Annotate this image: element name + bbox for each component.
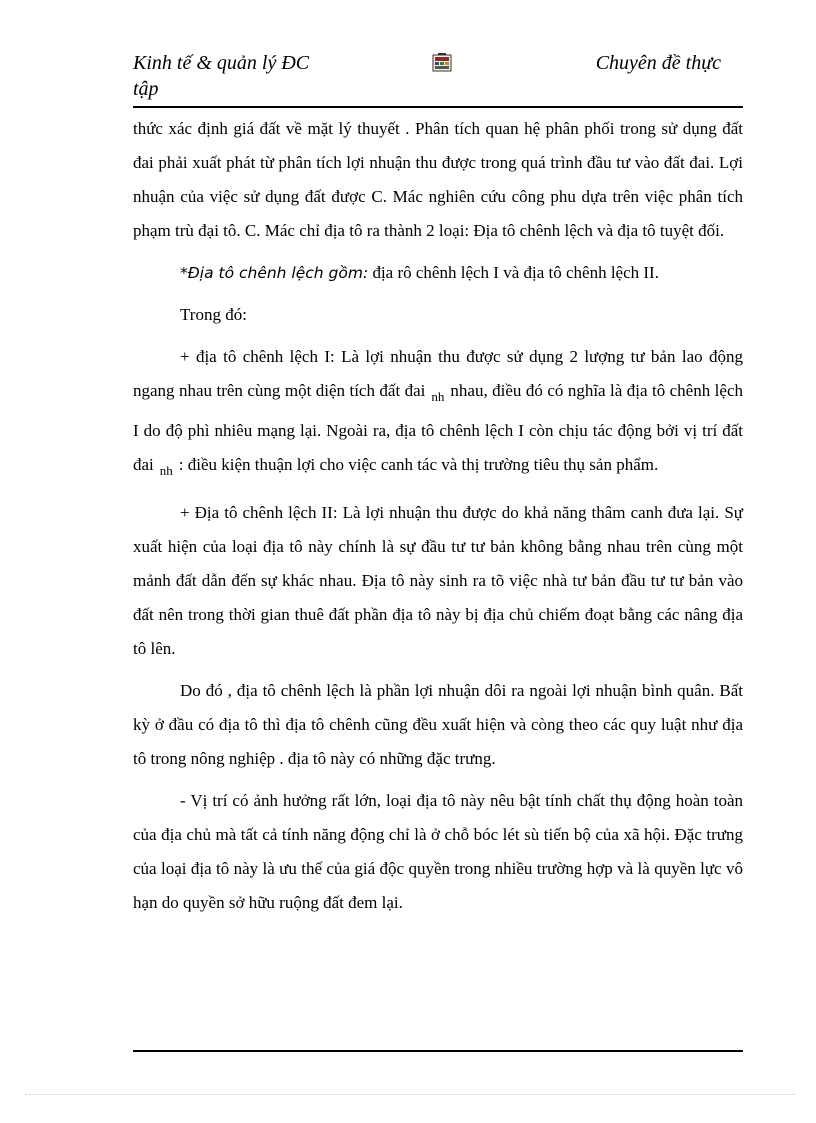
page-bottom-border	[25, 1094, 795, 1095]
page-header	[133, 50, 743, 106]
header-left-line2: tập	[133, 78, 159, 100]
paragraph-4-part-a: + địa tô chênh lệch I: Là lợi nhuận thu được sử dụng 2 lượng tư bản lao động ngang nhau trên cùng một diện tích đất đai	[133, 347, 743, 400]
header-divider	[133, 106, 743, 108]
paragraph-1: thức xác định giá đất về mặt lý thuyết . Phân tích quan hệ phân phối trong sử dụng đất đai phải xuất phát từ phân tích lợi nhuận thu được trong quá trình đầu tư vào đất đai. Lợi nhuận của việc sử dụng đất được C. Mác nghiên cứu công phu dựa trên việc phân tích phạm trù đại tô. C. Mác chỉ địa tô ra thành 2 loại: Địa tô chênh lệch và địa tô tuyệt đối.	[133, 119, 743, 240]
paragraph-2	[133, 256, 743, 290]
paragraph-2-rest: địa rô chênh lệch I và địa tô chênh lệch II.	[368, 263, 659, 282]
paragraph-5: + Địa tô chênh lệch II: Là lợi nhuận thu được do khả năng thâm canh đưa lại. Sự xuất hiện của loại địa tô này chính là sự đầu tư tư bản không bằng nhau trên cùng một mảnh đất dẫn đến sự khác nhau. Địa tô này sinh ra tõ việc nhà tư bản đầu tư tư bản vào đất nên trong thời gian thuê đất phần địa tô này bị địa chủ chiếm đoạt bằng các nâng địa tô lên.	[133, 503, 743, 658]
header-left-line1: Kinh tế & quản lý ĐC	[133, 52, 310, 74]
subscript-nh-1: nh	[431, 389, 445, 404]
header-right-title: Chuyên đề thực	[595, 52, 721, 74]
paragraph-4-part-c: : điều kiện thuận lợi cho việc canh tác và thị trường tiêu thụ sản phẩm.	[178, 455, 659, 474]
footer-divider	[133, 1050, 743, 1052]
paragraph-4	[133, 340, 743, 488]
header-left-title	[133, 50, 353, 102]
paragraph-7: - Vị trí có ảnh hưởng rất lớn, loại địa tô này nêu bật tính chất thụ động hoàn toàn của địa chủ mà tất cả tính năng động chỉ là ở chỗ bóc lét sù tiến bộ của xã hội. Đặc trưng của loại địa tô này là ưu thế của giá độc quyền trong nhiều trường hợp và là quyền lực vô hạn do quyền sở hữu ruộng đất đem lại.	[133, 791, 743, 912]
header-logo-icon	[431, 52, 453, 74]
paragraph-3: Trong đó:	[180, 305, 247, 324]
paragraph-2-italic: *Địa tô chênh lệch gồm:	[180, 264, 369, 282]
subscript-nh-2: nh	[159, 463, 173, 478]
paragraph-4-part-b: nhau, điều đó có nghĩa là địa tô chênh lệch I do độ phì nhiêu mạng lại. Ngoài ra, địa tô chênh lệch I còn chịu tác động bởi vị trí đất đai	[133, 381, 743, 474]
paragraph-6: Do đó , địa tô chênh lệch là phần lợi nhuận dôi ra ngoài lợi nhuận bình quân. Bất kỳ ở đầu có địa tô thì địa tô chênh cũng đều xuất hiện và còng theo các quy luật như địa tô trong nông nghiệp . địa tô này có những đặc trưng.	[133, 681, 743, 768]
document-body	[133, 112, 743, 920]
